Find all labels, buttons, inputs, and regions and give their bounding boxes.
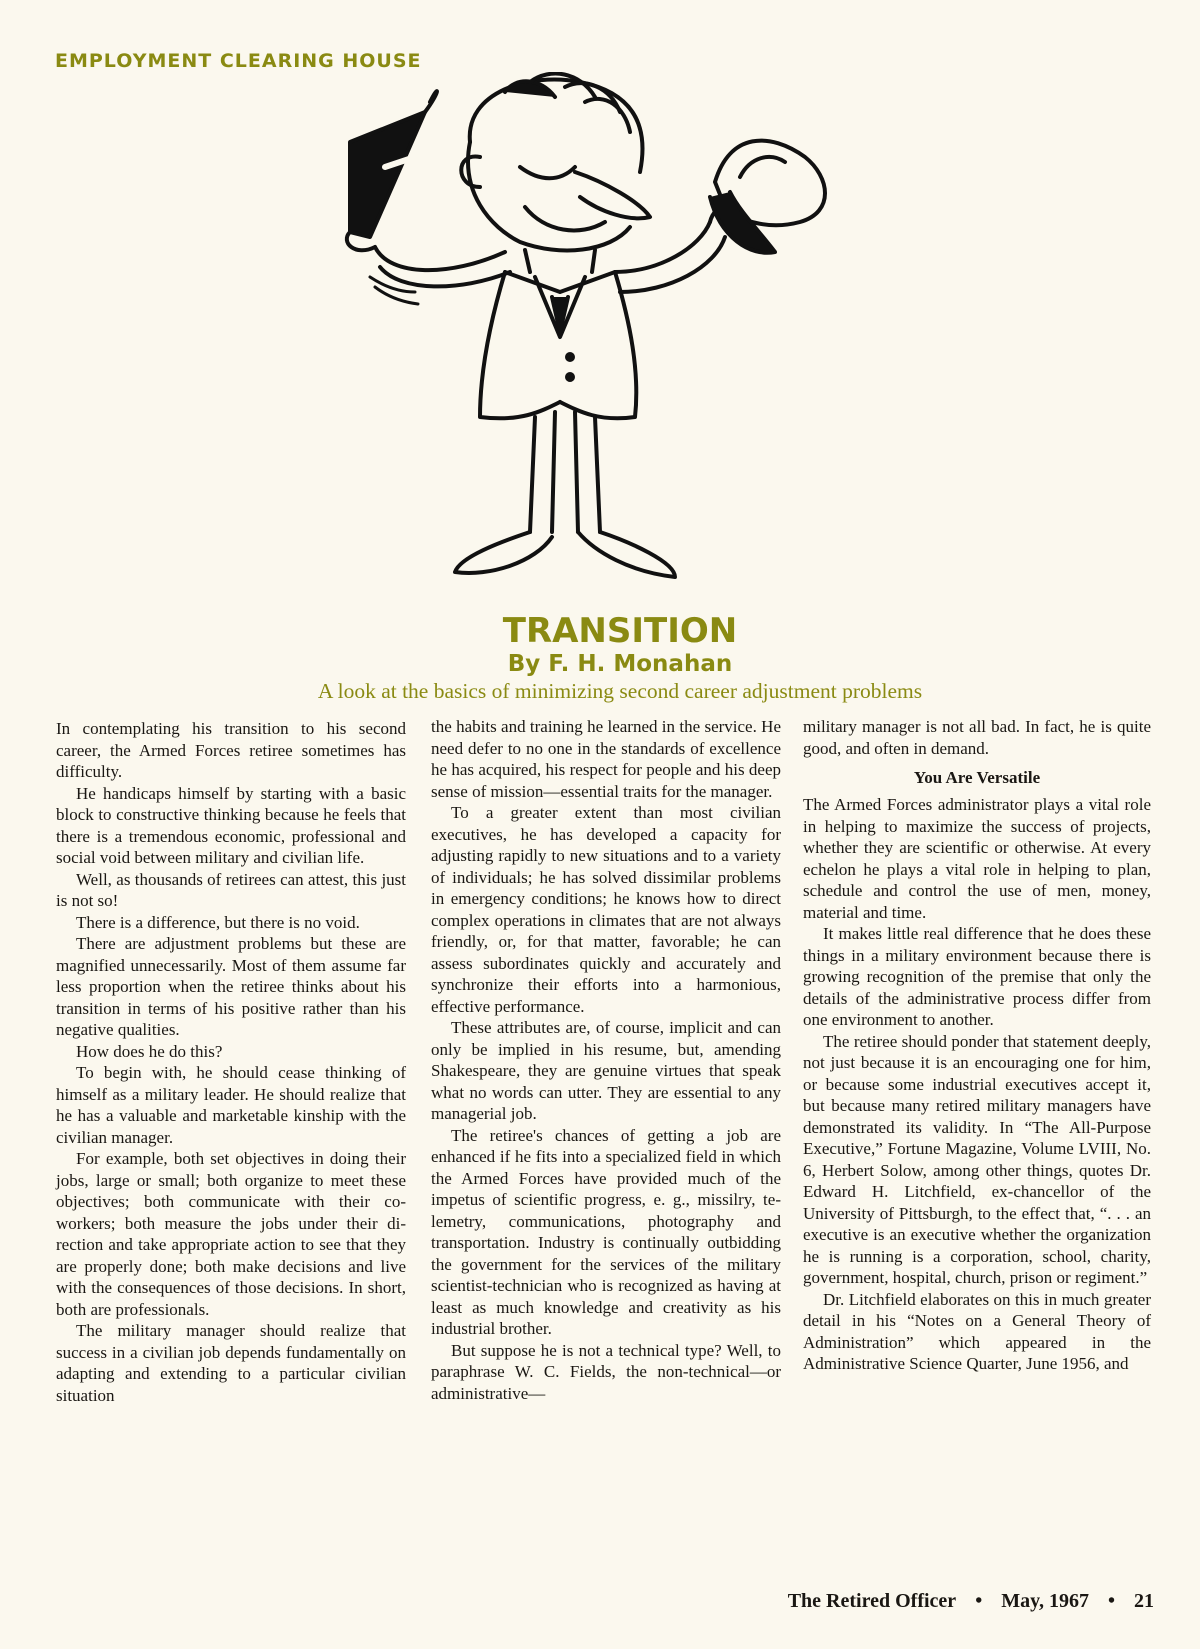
- article-byline: By F. H. Monahan: [507, 651, 733, 677]
- paragraph: It makes little real difference that he does these things in a military environment because there is growing recognition of the premise that only the details of the administrative process differ from one environment to another.: [803, 924, 1151, 1029]
- paragraph: These attributes are, of course, implicit and can only be implied in his resume, but, amending Shakespeare, they are genuine virtues that speak what no words can utter. They are essential to any managerial job.: [431, 1018, 781, 1123]
- paragraph: How does he do this?: [76, 1041, 223, 1061]
- cartoon-man-tipping-hats-icon: [330, 72, 890, 617]
- footer-separator: •: [1107, 1590, 1115, 1612]
- paragraph: To begin with, he should cease thinking of himself as a military leader. He should realize that he has a valuable and marketable kinship with the civilian manager.: [56, 1063, 406, 1147]
- paragraph: The military manager should realize that success in a civilian job depends fundamentally on adapting and extending to a particular civilian situation: [56, 1321, 406, 1405]
- section-heading: You Are Versatile: [913, 768, 1041, 787]
- paragraph: There are adjustment problems but these are magnified unnecessarily. Most of them assume far less proportion when the retiree thinks about his transition in terms of his positive rather than his negative qualities.: [56, 934, 406, 1039]
- page-number: 21: [1134, 1590, 1154, 1612]
- paragraph: The Armed Forces administrator plays a vital role in helping to maximize the success of projects, whether they are scientific or otherwise. At every echelon he plays a vital role in helping to plan, schedule and control the use of men, money, material and time.: [803, 795, 1151, 922]
- text-column-2: [431, 716, 781, 1404]
- paragraph: In contemplating his transition to his second career, the Armed Forces retiree sometimes has difficulty.: [56, 719, 406, 781]
- footer-separator: •: [975, 1590, 983, 1612]
- paragraph: For example, both set objectives in doing their jobs, large or small; both organize to meet these objectives; both communicate with their co-workers; both measure the jobs under their direction and take appropriate action to see that they are properly done; both make decisions and live with the consequences of those decisions. In short, both are professionals.: [56, 1149, 406, 1319]
- section-label: EMPLOYMENT CLEARING HOUSE: [55, 50, 422, 72]
- article-subtitle: A look at the basics of minimizing second career adjustment problems: [317, 679, 923, 703]
- page-footer: [788, 1590, 1154, 1613]
- paragraph: The retiree's chances of getting a job are enhanced if he fits into a specialized field in which the Armed Forces have provided much of the impetus of scientific progress, e. g., missilry, telemetry, communications, photography and transportation. Industry is continually outbidding the government for the services of the military scientist-technician who is recognized as having at least as much knowledge and creativity as his industrial brother.: [431, 1125, 781, 1338]
- article-title: TRANSITION: [502, 611, 738, 651]
- paragraph: Dr. Litchfield elaborates on this in much greater detail in his “Notes on a General Theory of Administration” which appeared in the Administrative Science Quarter, June 1956, and: [803, 1289, 1151, 1373]
- paragraph: Well, as thousands of retirees can attest, this just is not so!: [56, 869, 406, 910]
- paragraph: There is a difference, but there is no void.: [76, 912, 360, 932]
- paragraph: To a greater extent than most civilian executives, he has developed a capacity for adjusting rapidly to new situations and to a variety of individuals; he has solved dissimilar problems in emergency conditions; he knows how to direct complex operations in climates that are not always friendly, or, for that matter, favorable; he can assess subordinates quickly and accurately and synchronize their efforts into a harmonious, effective performance.: [431, 803, 781, 1016]
- text-column-1: [56, 718, 406, 1406]
- paragraph: But suppose he is not a technical type? Well, to paraphrase W. C. Fields, the non-technical—or administrative—: [431, 1340, 781, 1403]
- text-column-3: [803, 716, 1151, 1375]
- paragraph: The retiree should ponder that statement deeply, not just because it is an encouraging one for him, or because some industrial executives accept it, but because many retired military managers have demonstrated its validity. In “The All-Purpose Executive,” Fortune Magazine, Volume LVIII, No. 6, Herbert Solow, among other things, quotes Dr. Edward H. Litchfield, ex-chancellor of the University of Pittsburgh, to the effect that, “. . . an executive is an executive whether the organization he is running is a corporation, school, charity, government, hospital, church, prison or regiment.”: [803, 1031, 1151, 1287]
- article-header: [0, 612, 1200, 704]
- paragraph: the habits and training he learned in the service. He need defer to no one in the standards of excellence he has acquired, his respect for people and his deep sense of mission—essential traits for the manager.: [431, 717, 781, 801]
- issue-date: May, 1967: [1001, 1590, 1089, 1612]
- paragraph: military manager is not all bad. In fact, he is quite good, and often in demand.: [803, 717, 1151, 758]
- paragraph: He handicaps himself by starting with a basic block to constructive thinking because he feels that there is a tremendous economic, professional and social void between military and civilian life.: [56, 783, 406, 867]
- publication-name: The Retired Officer: [787, 1590, 957, 1612]
